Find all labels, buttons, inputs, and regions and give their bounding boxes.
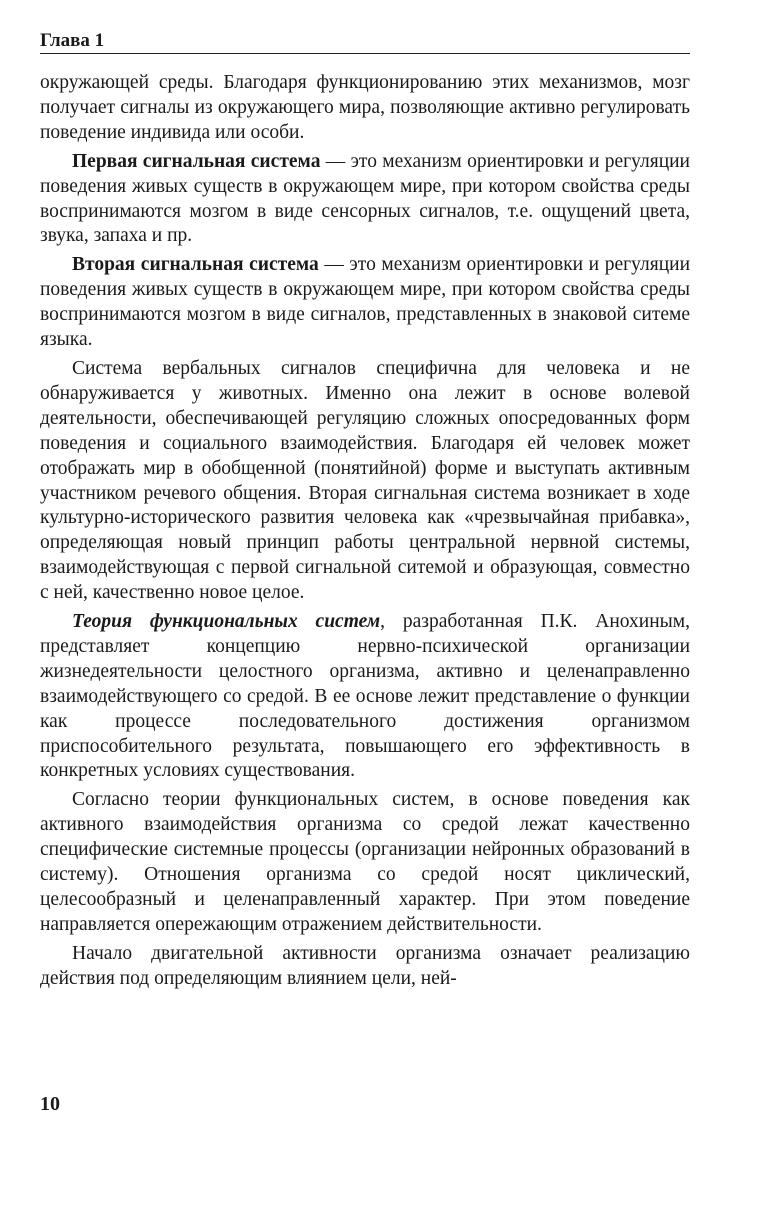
- paragraph-continuation: [40, 71, 690, 146]
- paragraph-verbal-signals: [40, 357, 690, 606]
- paragraph-first-signal-system: [40, 150, 690, 250]
- paragraph-functional-systems-theory: [40, 610, 690, 784]
- term-first-signal-system: Первая сигнальная система: [72, 150, 321, 172]
- body-text: [40, 71, 690, 996]
- paragraph-text: — это механизм ориентировки и регуляции поведения живых существ в окружающем мире, при котором свойства среды воспринимаются мозгом в виде сенсорных сигналов, т.е. ощущений цвета, звука, запаха и пр.: [40, 150, 690, 247]
- paragraph-text: окружающей среды. Благодаря функционированию этих механизмов, мозг получает сигналы из окружающего мира, позволяющие активно регулировать поведение индивида или особи.: [40, 72, 690, 143]
- paragraph-text: , разработанная П.К. Анохиным, представляет концепцию нервно-психической организации жизнедеятельности целостного организма, активно и целенаправленно взаимодействующего со средой. В ее основе лежит представление о функции как процессе последовательного достижения организмом приспособительного результата, повышающего его эффективность в конкретных условиях существования.: [40, 611, 690, 782]
- paragraph-second-signal-system: [40, 253, 690, 353]
- header-rule: [40, 53, 690, 54]
- paragraph-text: Система вербальных сигналов специфична для человека и не обнаруживается у животных. Именно она лежит в основе волевой деятельности, обеспечивающей регуляцию сложных опосредованных форм поведения и социального взаимодействия. Благодаря ей человек может отображать мир в обобщенной (понятийной) форме и выступать активным участником речевого общения. Вторая сигнальная система возникает в ходе культурно-исторического развития человека как «чрезвычайная прибавка», определяющая новый принцип работы центральной нервной системы, взаимодействующая с первой сигнальной ситемой и образующая, совместно с ней, качественно новое целое.: [40, 357, 690, 604]
- term-second-signal-system: Вторая сигнальная система: [72, 254, 319, 276]
- chapter-label: Глава 1: [40, 30, 105, 51]
- paragraph-text: Согласно теории функциональных систем, в основе поведения как активного взаимодействия организма со средой лежат качественно специфические системные процессы (организации нейронных образований в систему). Отношения организма со средой носят циклический, целесообразный и целенаправленный характер. При этом поведение направляется опережающим отражением действительности.: [40, 789, 690, 935]
- page-header: [40, 30, 690, 52]
- term-functional-systems-theory: Теория функциональных систем: [72, 611, 381, 633]
- paragraph-motor-activity: [40, 942, 690, 992]
- paragraph-text: — это механизм ориентировки и регуляции поведения живых существ в окружающем мире, при котором свойства среды воспринимаются мозгом в виде сигналов, представленных в знаковой ситеме языка.: [40, 254, 691, 351]
- page-number: 10: [40, 1093, 60, 1115]
- paragraph-text: Начало двигательной активности организма означает реализацию действия под определяющим влиянием цели, ней-: [40, 942, 690, 989]
- paragraph-behavior-basis: [40, 788, 690, 937]
